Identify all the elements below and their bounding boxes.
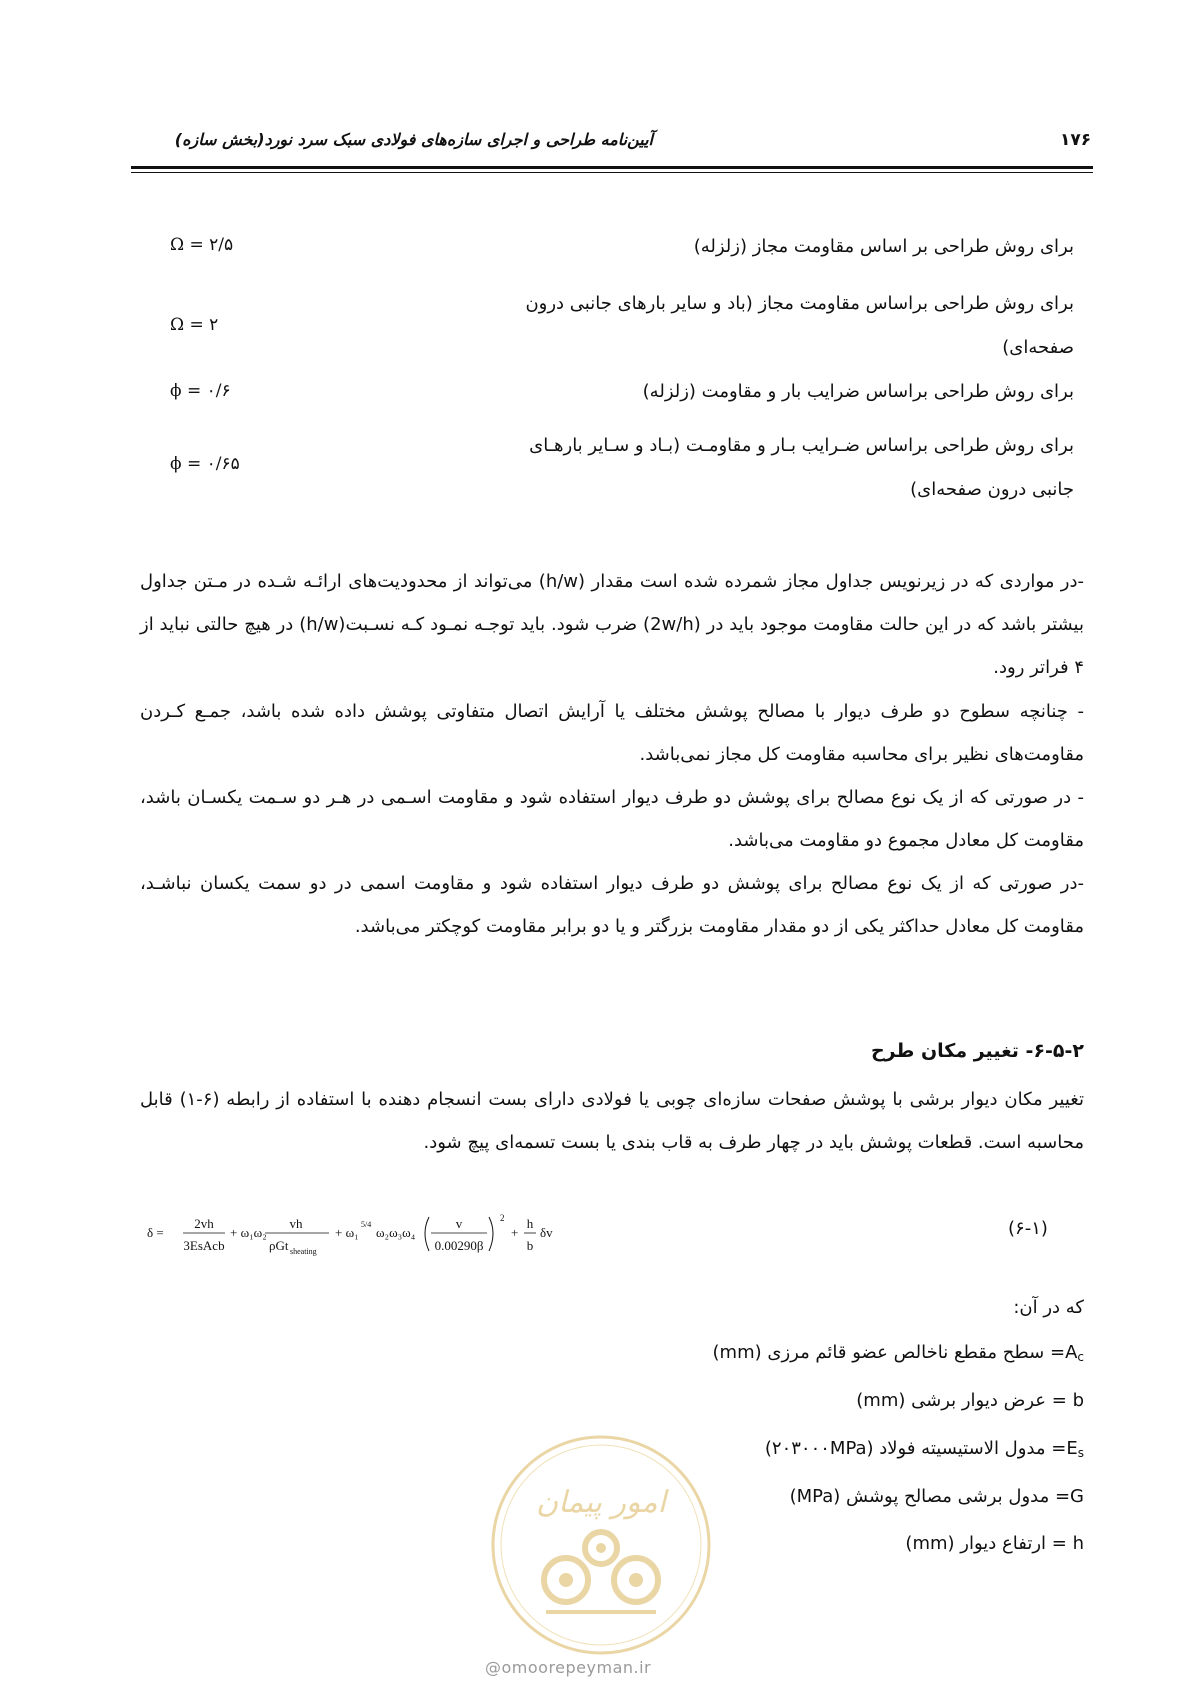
definition-b bbox=[856, 1390, 1084, 1412]
definition-Es bbox=[765, 1438, 1084, 1460]
eq-exponent: 5/4 bbox=[361, 1220, 372, 1229]
def-text: = عرض دیوار برشی (mm) bbox=[856, 1390, 1073, 1411]
factor-row-1-value: Ω = ۲/۵ bbox=[170, 235, 234, 255]
def-text: = سطح مقطع ناخالص عضو قائم مرزی (mm) bbox=[712, 1342, 1066, 1363]
definition-h bbox=[905, 1533, 1084, 1555]
eq-term2-den-sub: sheating bbox=[290, 1247, 317, 1256]
definition-Ac bbox=[713, 1342, 1085, 1364]
eq-delta-v: δv bbox=[540, 1225, 553, 1240]
eq-plus-w1: + ω₁ bbox=[335, 1225, 359, 1240]
paragraph-4: -در صورتی که از یک نوع مصالح برای پوشش دو طرف دیوار استفاده شود و مقاومت اسمی در دو سمت یکسان نباشـد، مقاومت کل معادل حداکثر یکی از دو مقدار مقاومت بزرگتر و یا دو برابر مقاومت کوچکتر می‌باشد. bbox=[140, 873, 1084, 937]
page-number: ۱۷۶ bbox=[1060, 130, 1092, 150]
paragraph-3: - در صورتی که از یک نوع مصالح برای پوشش دو طرف دیوار استفاده شود و مقاومت اسـمی در هـر دو سـمت یکسـان باشد، مقاومت کل معادل مجموع دو مقاومت می‌باشد. bbox=[140, 787, 1084, 851]
eq-term1-den: 3EsAcb bbox=[183, 1238, 225, 1253]
watermark-logo-text: امور پیمان bbox=[536, 1485, 666, 1520]
factor-row-1-text: برای روش طراحی بر اساس مقاومت مجاز (زلزله) bbox=[693, 236, 1074, 257]
where-label: که در آن: bbox=[1013, 1297, 1084, 1318]
def-symbol: E bbox=[1066, 1438, 1078, 1459]
paragraph-1: -در مواردی که در زیرنویس جداول مجاز شمرده شده است مقدار (h/w) می‌تواند از محدودیت‌های ارائـه شـده در مـتن جداول بیشتر باشد که در این حالت مقاومت موجود باید در (2w/h) ضرب شود. باید توجـه نمـود کـه نسـبت(h/w) در هیچ حالتی نباید از ۴ فراتر رود. bbox=[140, 571, 1084, 678]
factor-row-2-text: برای روش طراحی براساس مقاومت مجاز (باد و سایر بارهای جانبی درون صفحه‌ای) bbox=[525, 293, 1074, 358]
header-rule-thick bbox=[131, 166, 1093, 169]
definition-G bbox=[790, 1486, 1084, 1508]
eq-term3-den: 0.00290β bbox=[434, 1238, 484, 1253]
watermark-logo bbox=[486, 1430, 716, 1660]
eq-term3-num: v bbox=[455, 1216, 463, 1231]
factor-row-3-value: ϕ = ۰/۶ bbox=[170, 381, 231, 401]
def-symbol-sub: s bbox=[1077, 1446, 1084, 1460]
equation-number: (۶-۱) bbox=[1008, 1218, 1048, 1239]
header-rule-thin bbox=[131, 172, 1093, 173]
eq-plus-3: + bbox=[511, 1225, 519, 1240]
def-text: = مدول برشی مصالح پوشش (MPa) bbox=[789, 1486, 1071, 1507]
eq-term2-den: ρGt bbox=[269, 1238, 289, 1253]
factor-row-4-value: ϕ = ۰/۶۵ bbox=[170, 454, 240, 474]
watermark-url: @omoorepeyman.ir bbox=[485, 1658, 652, 1677]
eq-plus-w1w2: + ω₁ω₂ bbox=[230, 1225, 267, 1240]
factor-row-2-value: Ω = ۲ bbox=[170, 315, 219, 335]
running-header-title: آیین‌نامه طراحی و اجرای سازه‌های فولادی سبک سرد نورد(بخش سازه) bbox=[174, 130, 653, 149]
def-symbol: h bbox=[1072, 1533, 1084, 1554]
section-heading: ۶-۵-۲- تغییر مکان طرح bbox=[870, 1040, 1084, 1062]
eq-term1-num: 2vh bbox=[194, 1216, 214, 1231]
factor-row-4-text: برای روش طراحی براساس ضـرایب بـار و مقاومـت (بـاد و سـایر بارهـای جانبی درون صفحه‌ای) bbox=[529, 435, 1074, 500]
eq-term2-num: vh bbox=[289, 1216, 303, 1231]
equation-6-1 bbox=[147, 1203, 607, 1263]
def-symbol-sub: c bbox=[1077, 1350, 1084, 1364]
def-text: = مدول الاستیسیته فولاد (۲۰۳۰۰۰MPa) bbox=[764, 1438, 1067, 1459]
eq-w234: ω₂ω₃ω₄ bbox=[376, 1225, 416, 1240]
eq-term4-num: h bbox=[526, 1216, 534, 1231]
section-body: تغییر مکان دیوار برشی با پوشش صفحات سازه‌ای چوبی یا فولادی دارای بست انسجام دهنده با استفاده از رابطه (۶-۱) قابل محاسبه است. قطعات پوشش باید در چهار طرف به قاب بندی یا بست تسمه‌ای پیچ شود. bbox=[140, 1089, 1084, 1153]
paragraph-2: - چنانچه سطوح دو طرف دیوار با مصالح پوشش مختلف یا آرایش اتصال متفاوتی پوشش داده شده باشد، جمـع کـردن مقاومت‌های نظیر برای محاسبه مقاومت کل مجاز نمی‌باشد. bbox=[140, 701, 1084, 765]
factor-row-3-text: برای روش طراحی براساس ضرایب بار و مقاومت (زلزله) bbox=[642, 381, 1074, 402]
def-text: = ارتفاع دیوار (mm) bbox=[905, 1533, 1073, 1554]
eq-square: 2 bbox=[500, 1213, 505, 1223]
def-symbol: b bbox=[1072, 1390, 1084, 1411]
def-symbol: G bbox=[1070, 1486, 1084, 1507]
def-symbol: A bbox=[1065, 1342, 1078, 1363]
eq-term4-den: b bbox=[526, 1238, 534, 1253]
eq-delta: δ = bbox=[147, 1225, 164, 1240]
